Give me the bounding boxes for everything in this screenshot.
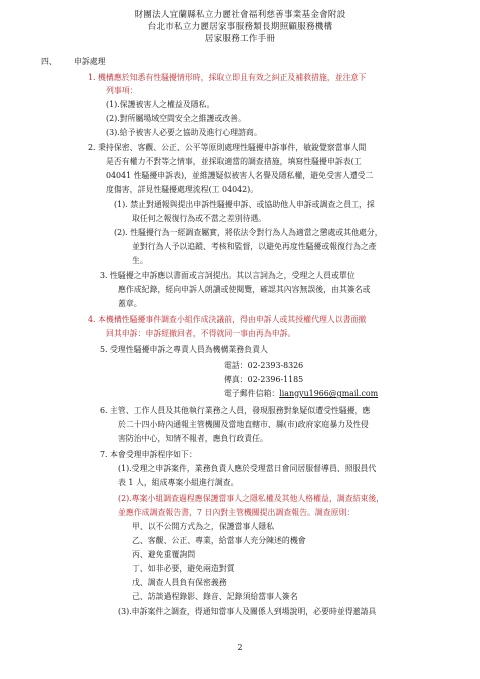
body-line: [106, 127, 262, 139]
body-line: [100, 405, 370, 417]
body-line-text: 戊、調查人員負有保密義務: [132, 578, 227, 587]
body-line-text: (3).申訴案件之調查，得通知當事人及關係人到場說明，必要時並得邀請具: [118, 607, 377, 616]
body-line-text: 度傷害，詳見性騷擾處理流程(工 04042)。: [106, 185, 259, 194]
body-line: [106, 99, 214, 111]
body-line: [132, 213, 266, 225]
body-line: [118, 493, 384, 505]
body-line-text: 2. 秉持保密、客觀、公正、公平等原則處理性騷擾申訴事件，敏銳覺察當事人間: [88, 143, 367, 152]
body-line: [106, 113, 246, 125]
body-line: [88, 314, 366, 326]
body-line: [132, 591, 298, 603]
body-line: [88, 72, 366, 84]
body-line: [224, 388, 378, 400]
body-line-text: 害防治中心，知情不報者，應負行政責任。: [118, 434, 268, 443]
body-line: [106, 170, 373, 182]
body-line-text: 4. 本機構性騷擾事件調查小組作成決議前，得由申訴人或其授權代理人以書面撤: [88, 315, 367, 324]
body-line-text: 於二十四小時內通報主管機關及當地直轄市、縣(市)政府家庭暴力及性侵: [118, 420, 369, 429]
body-line-text: 列事項：: [106, 86, 138, 95]
body-line-text: 表 1 人，組成專案小組進行調查。: [118, 478, 239, 487]
body-line: [132, 549, 195, 561]
body-line: [106, 184, 258, 196]
body-line: [114, 227, 383, 239]
section-title: 申訴處理: [74, 57, 106, 66]
body-line: [132, 241, 377, 253]
body-line-text: 丙、避免重覆詢問: [132, 550, 196, 559]
body-line-text: 回其申訴：申訴經撤回者，不得就同一事由再為申訴。: [106, 329, 296, 338]
body-line-text: (1).受理之申訴案件，業務負責人應於受理當日會同居服督導員、照服員代: [118, 464, 377, 473]
body-line-text: 並對行為人予以追蹤、考核和監督，以避免再度性騷擾或報復行為之產: [132, 242, 377, 251]
body-line: [118, 463, 376, 475]
body-line: [100, 449, 197, 461]
body-line-text: 取任何之報復行為或不當之差別待遇。: [132, 214, 267, 223]
body-line: [224, 360, 303, 372]
body-line: [132, 521, 274, 533]
body-line-text: (2). 性騷擾行為一經調查屬實，將依法令對行為人為適當之懲處或其他處分，: [114, 228, 383, 237]
body-line: [106, 156, 362, 168]
body-line: [118, 433, 268, 445]
body-line: [118, 284, 371, 296]
body-line-text: 並應作成調查報告書，7 日內對主管機關提出調查報告。調查原則：: [118, 508, 355, 517]
body-line-text: (1). 禁止對通報與提出申訴性騷擾申訴、或協助他人申訴或調查之員工，採: [114, 200, 375, 209]
body-line: [224, 374, 303, 386]
body-line: [100, 270, 355, 282]
body-line-text: 生。: [132, 256, 148, 265]
body-line: [118, 419, 369, 431]
body-line-text: 丁、如非必要，避免兩造對質: [132, 564, 235, 573]
header-center: 台北市私立力麗居家事服務類長期照顧服務機構: [147, 22, 333, 32]
body-line-text: 04041 性騷擾申訴表)，並維護疑似被害人名譽及隱私權，避免受害人遭受二: [106, 171, 374, 180]
body-line-text: (2).對所屬場域空間安全之維護或改善。: [106, 114, 246, 123]
body-line: [118, 606, 376, 618]
body-line-text: 1. 機構應於知悉有性騷擾情形時，採取立即且有效之糾正及補救措施，並注意下: [88, 73, 367, 82]
header-manual: 居家服務工作手冊: [204, 34, 276, 44]
body-line-text: 乙、客觀、公正、專業，給當事人充分陳述的機會: [132, 536, 306, 545]
body-line-text: (2).專案小組調查過程應保護當事人之隱私權及其他人格權益，調查結束後，: [118, 494, 385, 503]
body-line-text: 7. 本會受理申訴程序如下：: [100, 450, 197, 459]
page-number: 2: [237, 643, 243, 652]
body-line-text: 電話：02-2393-8326: [224, 361, 304, 370]
body-line: [100, 344, 268, 356]
body-line: [132, 255, 148, 267]
body-line: [106, 85, 138, 97]
body-line-text: 應作成紀錄，經向申訴人朗讀或使閱覽，確認其內容無誤後，由其簽名或: [118, 285, 371, 294]
body-line-text: 5. 受理性騷擾申訴之專責人員為機構業務負責人: [100, 345, 268, 354]
body-line-text: (3).給予被害人必要之協助及進行心理諮商。: [106, 128, 262, 137]
header-org: 財團法人宜蘭縣私立力麗社會福利慈善事業基金會附設: [134, 10, 346, 20]
body-line-text: 蓋章。: [118, 299, 142, 308]
body-line-text: 是否有權力不對等之情事，並採取適當的調查措施，填寫性騷擾申訴表(工: [106, 157, 362, 166]
body-line-text: 己、訪談過程錄影、錄音、記錄須給當事人簽名: [132, 592, 298, 601]
body-line: [118, 507, 354, 519]
body-line: [132, 535, 306, 547]
body-line-text: 3. 性騷擾之申訴應以書面或言詞提出。其以言詞為之，受理之人員或單位: [100, 271, 355, 280]
body-line-text: 電子郵件信箱：: [224, 389, 280, 398]
body-line: [132, 577, 227, 589]
body-line: [114, 199, 375, 211]
body-line: [106, 328, 295, 340]
body-line-text: (1).保護被害人之權益及隱私。: [106, 100, 215, 109]
body-line: [132, 563, 235, 575]
body-line: [118, 298, 142, 310]
section-number: 四、: [41, 57, 57, 66]
body-line-text: 傳真：02-2396-1185: [224, 375, 304, 384]
body-line: [88, 142, 366, 154]
body-line: [118, 477, 239, 489]
body-line-text: 甲、以不公開方式為之，保護當事人隱私: [132, 522, 275, 531]
body-line-text: 6. 主管、工作人員及其他執行業務之人員，發現服務對象疑似遭受性騷擾，應: [100, 406, 371, 415]
email-link[interactable]: liangyu1966@gmail.com: [279, 389, 379, 398]
